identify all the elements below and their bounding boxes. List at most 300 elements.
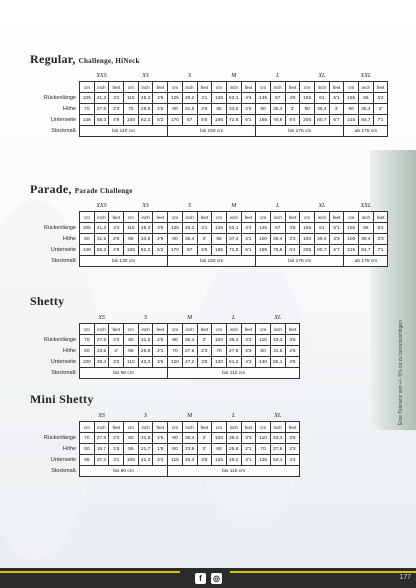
table-cell: 31,5: [138, 433, 153, 444]
table-cell: 31,5: [182, 104, 197, 115]
table-cell: 31,5: [270, 346, 285, 357]
table-cell: 85: [212, 104, 227, 115]
table-cell: 2'8: [153, 234, 168, 245]
unit-label: cm: [256, 422, 271, 433]
table-cell: 110: [124, 357, 139, 368]
table-cell: 100: [344, 234, 359, 245]
empty-cell: [30, 324, 80, 335]
table-cell: 35,4: [270, 104, 285, 115]
stockmass-range: bis 150 cm: [168, 126, 256, 137]
table-cell: 2'3: [109, 104, 124, 115]
table-cell: 4'4: [241, 223, 256, 234]
section-title-main: Mini Shetty: [30, 392, 94, 406]
facebook-icon[interactable]: f: [195, 573, 206, 584]
table-cell: 3': [197, 234, 212, 245]
table-cell: 70: [80, 104, 95, 115]
table-cell: 27,6: [182, 346, 197, 357]
size-label: L: [276, 203, 280, 209]
size-section: [30, 294, 300, 379]
table-cell: 3'3: [373, 234, 388, 245]
table-cell: 35,4: [182, 335, 197, 346]
table-cell: 6'4: [285, 115, 300, 126]
table-cell: 3'4: [109, 223, 124, 234]
section-title: [30, 294, 300, 309]
table-cell: 100: [300, 234, 315, 245]
unit-label: inch: [182, 422, 197, 433]
unit-label: cm: [256, 82, 271, 93]
unit-row: [30, 82, 388, 93]
size-table: [30, 411, 300, 477]
table-cell: 45,3: [138, 93, 153, 104]
table-cell: 125: [212, 455, 227, 466]
table-cell: 125: [168, 93, 183, 104]
table-cell: 3'3: [241, 335, 256, 346]
horse-silhouette: [190, 250, 310, 530]
size-label: XS: [142, 203, 149, 209]
table-cell: 41,3: [138, 455, 153, 466]
table-cell: 2'3: [197, 346, 212, 357]
table-cell: 67: [182, 115, 197, 126]
stockmass-range: bis 90 cm: [80, 466, 168, 477]
table-cell: 3'1: [109, 455, 124, 466]
size-label: M: [187, 413, 193, 419]
empty-cell: [30, 313, 80, 324]
size-label: XXS: [96, 73, 107, 79]
unit-label: inch: [138, 82, 153, 93]
table-cell: 3'8: [153, 93, 168, 104]
table-cell: 35,4: [359, 104, 374, 115]
table-cell: 135: [256, 455, 271, 466]
size-label: L: [232, 413, 236, 419]
table-cell: 5'4: [373, 223, 388, 234]
table-cell: 2'6: [153, 335, 168, 346]
table-cell: 3'6: [285, 433, 300, 444]
row-label: Unterseite: [50, 359, 76, 365]
size-section: [30, 182, 388, 267]
table-cell: 19,7: [94, 444, 109, 455]
table-cell: 165: [344, 93, 359, 104]
table-cell: 4'6: [285, 357, 300, 368]
table-cell: 3'4: [153, 455, 168, 466]
unit-label: feet: [153, 212, 168, 223]
unit-label: cm: [212, 422, 227, 433]
unit-label: cm: [124, 212, 139, 223]
table-cell: 75: [124, 104, 139, 115]
unit-label: feet: [241, 82, 256, 93]
unit-label: inch: [94, 324, 109, 335]
table-cell: 4'8: [285, 223, 300, 234]
unit-label: cm: [300, 82, 315, 93]
table-cell: 2'3: [241, 346, 256, 357]
table-cell: 72,8: [226, 115, 241, 126]
size-header-row: [30, 201, 388, 212]
unit-label: cm: [256, 212, 271, 223]
table-cell: 4'1: [197, 223, 212, 234]
table-cell: 90: [168, 335, 183, 346]
table-cell: 65: [359, 93, 374, 104]
table-cell: 35,4: [182, 234, 197, 245]
unit-label: feet: [241, 422, 256, 433]
table-cell: 58,3: [94, 115, 109, 126]
unit-label: cm: [344, 82, 359, 93]
table-cell: 70: [80, 433, 95, 444]
table-cell: 170: [168, 115, 183, 126]
table-cell: 195: [256, 115, 271, 126]
table-cell: 2'5: [153, 104, 168, 115]
table-cell: 55,1: [270, 357, 285, 368]
unit-label: inch: [226, 82, 241, 93]
unit-label: cm: [124, 422, 139, 433]
table-cell: 3': [197, 335, 212, 346]
table-cell: 65: [124, 346, 139, 357]
unit-label: inch: [315, 82, 330, 93]
table-cell: 115: [168, 455, 183, 466]
table-cell: 95: [212, 234, 227, 245]
table-cell: 105: [80, 223, 95, 234]
table-cell: 100: [80, 357, 95, 368]
table-cell: 41,3: [94, 223, 109, 234]
table-cell: 21,7: [138, 444, 153, 455]
unit-label: cm: [80, 82, 95, 93]
table-cell: 4'1: [197, 93, 212, 104]
size-label: XL: [318, 203, 326, 209]
table-cell: 33,5: [138, 234, 153, 245]
table-cell: 6'7: [329, 245, 344, 256]
table-cell: 27,6: [94, 335, 109, 346]
unit-label: inch: [270, 212, 285, 223]
unit-label: cm: [212, 212, 227, 223]
table-cell: 2'3: [109, 335, 124, 346]
table-cell: 84,7: [359, 115, 374, 126]
stockmass-range: bis 175 cm: [256, 256, 344, 267]
table-cell: 37,4: [226, 234, 241, 245]
table-cell: 120: [168, 357, 183, 368]
table-cell: 5'2: [153, 115, 168, 126]
size-label: XL: [274, 413, 282, 419]
table-cell: 41,3: [94, 93, 109, 104]
table-cell: 51,2: [226, 357, 241, 368]
table-cell: 2'3: [109, 433, 124, 444]
table-cell: 105: [80, 93, 95, 104]
table-cell: 145: [256, 223, 271, 234]
section-subtitle: Parade Challenge: [74, 187, 133, 195]
table-row: [30, 455, 300, 466]
table-cell: 80: [256, 346, 271, 357]
table-cell: 170: [168, 245, 183, 256]
size-table: [30, 201, 388, 267]
size-table: [30, 313, 300, 379]
table-cell: 3': [197, 433, 212, 444]
table-cell: 158: [124, 115, 139, 126]
table-cell: 6'4: [285, 245, 300, 256]
unit-label: inch: [270, 324, 285, 335]
instagram-icon[interactable]: ◎: [211, 573, 222, 584]
table-cell: 4'4: [241, 93, 256, 104]
table-cell: 33,5: [226, 104, 241, 115]
unit-label: feet: [109, 324, 124, 335]
table-cell: 5'1: [329, 223, 344, 234]
table-cell: 60: [168, 444, 183, 455]
stockmass-row: [30, 256, 388, 267]
table-row: [30, 223, 388, 234]
table-cell: 72,8: [226, 245, 241, 256]
stockmass-range: ab 175 cm: [344, 126, 388, 137]
table-cell: 185: [212, 115, 227, 126]
unit-label: feet: [153, 82, 168, 93]
table-cell: 27,6: [226, 346, 241, 357]
table-cell: 2'8: [241, 104, 256, 115]
table-cell: 84,7: [359, 245, 374, 256]
table-cell: 80: [124, 433, 139, 444]
row-label: Unterseite: [50, 247, 76, 253]
empty-cell: [30, 82, 80, 93]
size-label: XL: [318, 73, 326, 79]
size-label: XS: [98, 315, 105, 321]
size-label: S: [188, 73, 192, 79]
stockmass-range: bis 90 cm: [80, 368, 168, 379]
table-cell: 140: [256, 357, 271, 368]
table-cell: 5'4: [373, 93, 388, 104]
table-cell: 39,4: [94, 357, 109, 368]
table-cell: 80: [124, 335, 139, 346]
table-cell: 76,8: [270, 115, 285, 126]
unit-label: inch: [270, 422, 285, 433]
table-cell: 2': [197, 444, 212, 455]
table-cell: 4'4: [285, 455, 300, 466]
size-label: M: [231, 73, 237, 79]
table-cell: 165: [344, 223, 359, 234]
table-cell: 3'8: [153, 223, 168, 234]
unit-label: feet: [197, 324, 212, 335]
row-label: Stockmaß: [51, 468, 76, 474]
table-cell: 31,5: [94, 234, 109, 245]
stockmass-range: bis 150 cm: [168, 256, 256, 267]
unit-label: feet: [197, 422, 212, 433]
unit-label: feet: [329, 82, 344, 93]
table-cell: 90: [168, 433, 183, 444]
table-cell: 47,2: [182, 357, 197, 368]
table-cell: 7'1: [373, 115, 388, 126]
table-cell: 125: [168, 223, 183, 234]
table-row: [30, 346, 300, 357]
table-row: [30, 433, 300, 444]
unit-label: feet: [241, 324, 256, 335]
unit-label: inch: [138, 212, 153, 223]
size-header-row: [30, 71, 388, 82]
footer-accent-line: [0, 571, 180, 573]
table-cell: 39,4: [226, 433, 241, 444]
unit-label: cm: [124, 324, 139, 335]
table-cell: 1'6: [109, 444, 124, 455]
table-cell: 53,1: [270, 455, 285, 466]
table-cell: 49,2: [226, 455, 241, 466]
unit-label: cm: [124, 82, 139, 93]
unit-label: inch: [94, 422, 109, 433]
stockmass-row: [30, 126, 388, 137]
unit-label: cm: [80, 324, 95, 335]
table-cell: 4'9: [109, 245, 124, 256]
unit-row: [30, 422, 300, 433]
table-cell: 110: [256, 433, 271, 444]
unit-label: feet: [285, 324, 300, 335]
size-header-row: [30, 313, 300, 324]
unit-label: feet: [373, 82, 388, 93]
table-cell: 80: [80, 234, 95, 245]
table-cell: 7'1: [373, 245, 388, 256]
table-cell: 39,4: [270, 234, 285, 245]
row-label: Stockmaß: [51, 128, 76, 134]
unit-label: feet: [285, 422, 300, 433]
table-cell: 3'4: [109, 93, 124, 104]
unit-label: feet: [285, 212, 300, 223]
table-cell: 3'6: [285, 335, 300, 346]
unit-label: inch: [182, 212, 197, 223]
unit-label: inch: [94, 212, 109, 223]
table-cell: 80,7: [315, 115, 330, 126]
unit-label: feet: [109, 422, 124, 433]
unit-label: inch: [138, 422, 153, 433]
size-label: XL: [274, 315, 282, 321]
empty-cell: [30, 71, 80, 82]
section-title-main: Shetty: [30, 294, 65, 308]
table-row: [30, 115, 388, 126]
size-label: M: [231, 203, 237, 209]
table-cell: 2'6: [285, 346, 300, 357]
size-label: L: [276, 73, 280, 79]
row-label: Rückenlänge: [43, 225, 76, 231]
unit-label: cm: [344, 212, 359, 223]
unit-label: inch: [359, 82, 374, 93]
table-row: [30, 335, 300, 346]
section-title: [30, 182, 388, 197]
unit-label: cm: [168, 82, 183, 93]
row-label: Höhe: [62, 106, 76, 112]
table-cell: 55: [124, 444, 139, 455]
unit-label: feet: [109, 212, 124, 223]
table-cell: 185: [212, 245, 227, 256]
size-label: S: [144, 413, 148, 419]
row-label: Unterseite: [50, 117, 76, 123]
table-cell: 3'8: [197, 455, 212, 466]
table-cell: 155: [300, 93, 315, 104]
table-cell: 57: [270, 93, 285, 104]
table-cell: 60: [80, 346, 95, 357]
stockmass-row: [30, 368, 300, 379]
table-row: [30, 104, 388, 115]
unit-label: feet: [197, 212, 212, 223]
table-cell: 90: [168, 234, 183, 245]
unit-label: inch: [94, 82, 109, 93]
table-cell: 61: [315, 223, 330, 234]
table-cell: 62,2: [138, 245, 153, 256]
unit-row: [30, 324, 300, 335]
table-cell: 5'6: [197, 245, 212, 256]
size-section: [30, 392, 300, 477]
table-cell: 135: [212, 223, 227, 234]
table-row: [30, 93, 388, 104]
table-cell: 58,3: [94, 245, 109, 256]
row-label: Höhe: [62, 446, 76, 452]
section-title-main: Regular,: [30, 52, 76, 66]
empty-cell: [30, 212, 80, 223]
row-label: Stockmaß: [51, 258, 76, 264]
table-cell: 5'6: [197, 115, 212, 126]
table-cell: 2'6: [109, 234, 124, 245]
table-cell: 27,6: [270, 444, 285, 455]
stockmass-range: bis 110 cm: [80, 126, 168, 137]
row-label: Stockmaß: [51, 370, 76, 376]
table-cell: 90: [256, 104, 271, 115]
table-row: [30, 245, 388, 256]
table-cell: 2'6: [153, 433, 168, 444]
table-cell: 195: [256, 245, 271, 256]
section-title-main: Parade,: [30, 182, 72, 196]
row-label: Unterseite: [50, 457, 76, 463]
table-cell: 70: [80, 335, 95, 346]
table-cell: 2'1: [153, 346, 168, 357]
table-cell: 135: [212, 93, 227, 104]
table-cell: 37,4: [94, 455, 109, 466]
table-cell: 3'1: [241, 234, 256, 245]
table-cell: 2': [109, 346, 124, 357]
table-cell: 23,6: [94, 346, 109, 357]
section-title: [30, 52, 388, 67]
table-cell: 39,4: [315, 234, 330, 245]
unit-label: cm: [300, 212, 315, 223]
unit-label: feet: [109, 82, 124, 93]
size-label: M: [187, 315, 193, 321]
table-cell: 4'9: [109, 115, 124, 126]
table-cell: 65: [212, 444, 227, 455]
empty-cell: [30, 201, 80, 212]
table-row: [30, 444, 300, 455]
table-cell: 3': [373, 104, 388, 115]
table-cell: 31,5: [138, 335, 153, 346]
size-label: S: [144, 315, 148, 321]
table-cell: 3': [329, 104, 344, 115]
table-cell: 25,6: [226, 444, 241, 455]
unit-label: cm: [168, 324, 183, 335]
table-cell: 3'3: [109, 357, 124, 368]
unit-label: inch: [226, 212, 241, 223]
table-cell: 70: [256, 444, 271, 455]
table-cell: 29,5: [138, 104, 153, 115]
table-cell: 3'9: [197, 357, 212, 368]
table-cell: 100: [256, 234, 271, 245]
table-cell: 1'8: [153, 444, 168, 455]
size-section: [30, 52, 388, 137]
table-cell: 4'3: [241, 357, 256, 368]
table-cell: 53,1: [226, 93, 241, 104]
size-label: L: [232, 315, 236, 321]
unit-label: feet: [241, 212, 256, 223]
section-subtitle: Challenge, HiNeck: [78, 57, 140, 65]
unit-label: feet: [197, 82, 212, 93]
table-cell: 62,2: [138, 115, 153, 126]
table-cell: 205: [300, 115, 315, 126]
table-cell: 158: [124, 245, 139, 256]
table-cell: 2'6: [197, 104, 212, 115]
stockmass-range: bis 110 cm: [168, 466, 300, 477]
table-cell: 215: [344, 245, 359, 256]
table-cell: 2'3: [285, 444, 300, 455]
stockmass-range: bis 110 cm: [168, 368, 300, 379]
table-cell: 23,6: [182, 444, 197, 455]
table-cell: 45,3: [138, 223, 153, 234]
unit-label: feet: [153, 422, 168, 433]
table-cell: 3'3: [285, 234, 300, 245]
table-cell: 2'1: [241, 444, 256, 455]
